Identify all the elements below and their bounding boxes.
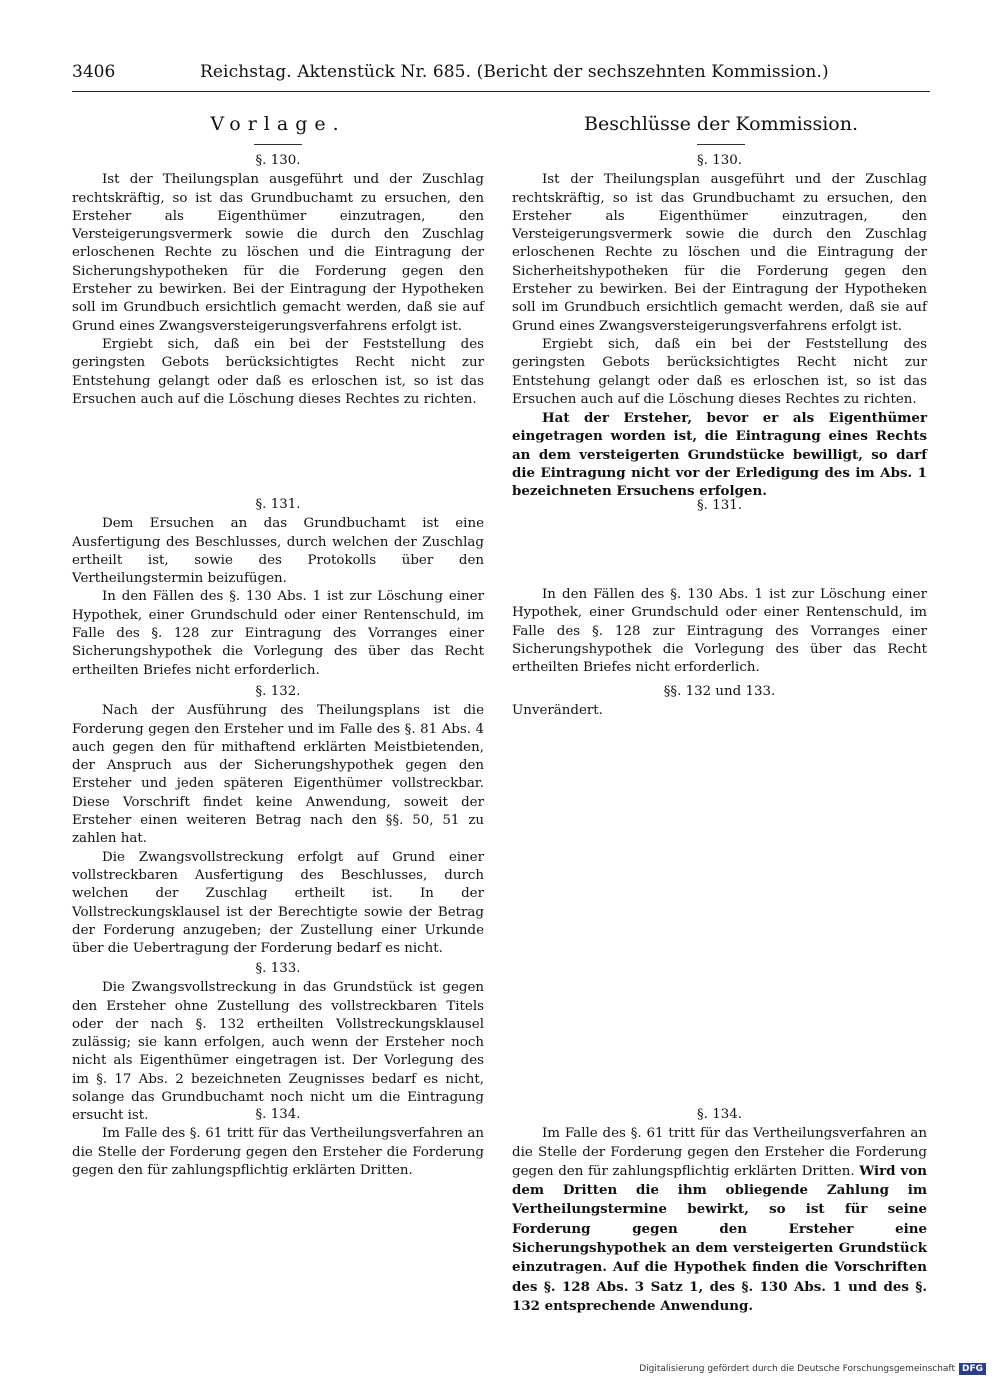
paragraph: In den Fällen des §. 130 Abs. 1 ist zur Löschung einer Hypothek, einer Grundschuld oder einer Rentenschuld, im Falle des §. 128 zur Eintragung des Vorranges einer Sicherungshypothek die Vorlegung des über das Recht ertheilten Briefes nicht erforderlich. bbox=[512, 587, 927, 676]
right-section-131-number bbox=[512, 497, 927, 516]
paragraph: Ergiebt sich, daß ein bei der Feststellung des geringsten Gebots berücksichtigtes Recht nicht zur Entstehung gelangt oder daß es erloschen ist, so ist das Ersuchen auch auf die Löschung dieses Rechtes zu richten. bbox=[512, 336, 927, 407]
paragraph: Im Falle des §. 61 tritt für das Vertheilungsverfahren an die Stelle der Forderung gegen den Ersteher die Forderung gegen den für zahlungspflichtig erklärten Dritten. bbox=[72, 1126, 484, 1178]
running-head bbox=[72, 62, 930, 88]
section-number: §. 130. bbox=[696, 153, 743, 168]
right-section-134 bbox=[512, 1106, 927, 1316]
paragraph: Die Zwangsvollstreckung erfolgt auf Grund einer vollstreckbaren Ausfertigung des Beschlusses, durch welchen der Zuschlag ertheilt ist. In der Vollstreckungsklausel ist der Berechtigte sowie der Betrag der Forderung anzugeben; der Zustellung einer Urkunde über die Uebertragung der Forderung bedarf es nicht. bbox=[72, 849, 484, 957]
left-section-131 bbox=[72, 496, 484, 680]
footer-text: Digitalisierung gefördert durch die Deutsche Forschungsgemeinschaft bbox=[639, 1364, 955, 1374]
running-title: Reichstag. Aktenstück Nr. 685. (Bericht der sechszehnten Kommission.) bbox=[200, 62, 829, 82]
left-section-133 bbox=[72, 960, 484, 1126]
dfg-logo-icon: DFG bbox=[959, 1363, 986, 1375]
right-section-131 bbox=[512, 586, 927, 677]
section-number: §. 134. bbox=[696, 1107, 743, 1122]
paragraph: Nach der Ausführung des Theilungsplans ist die Forderung gegen den Ersteher und im Falle des §. 81 Abs. 4 auch gegen den für mithaftend erklärten Meistbietenden, der Anspruch aus der Sicherungshypothek gegen den Ersteher und jeden späteren Eigenthümer vollstreckbar. Diese Vorschrift findet keine Anwendung, soweit der Ersteher einen weiteren Betrag nach den §§. 50, 51 zu zahlen hat. bbox=[72, 703, 484, 847]
amended-paragraph: Hat der Ersteher, bevor er als Eigenthümer eingetragen worden ist, die Eintragung eines Rechts an dem versteigerten Grundstücke bewilligt, so darf die Eintragung nicht vor der Erledigung des im Abs. 1 bezeichneten Ersuchens erfolgen. bbox=[512, 410, 927, 500]
left-section-132 bbox=[72, 683, 484, 958]
paragraph: Die Zwangsvollstreckung in das Grundstück ist gegen den Ersteher ohne Zustellung des vollstreckbaren Titels oder der nach §. 132 ertheilten Vollstreckungsklausel zulässig; sie kann erfolgen, auch wenn der Ersteher noch nicht als Eigenthümer eingetragen ist. Der Vorlegung des im §. 17 Abs. 2 bezeichneten Zeugnisses bedarf es nicht, solange das Grundbuchamt noch nicht um die Eintragung ersucht ist. bbox=[72, 980, 484, 1124]
paragraph: Ist der Theilungsplan ausgeführt und der Zuschlag rechtskräftig, so ist das Grundbuchamt zu ersuchen, den Ersteher als Eigenthümer einzutragen, den Versteigerungsvermerk sowie die durch den Zuschlag erloschenen Rechte zu löschen und die Eintragung der Sicherheitshypotheken für die Forderung gegen den Ersteher zu bewirken. Bei der Eintragung der Hypotheken soll im Grundbuch ersichtlich gemacht werden, daß sie auf Grund eines Zwangsversteigerungsverfahrens erfolgt ist. bbox=[512, 172, 927, 334]
paragraph: Dem Ersuchen an das Grundbuchamt ist eine Ausfertigung des Beschlusses, durch welchen der Zuschlag ertheilt ist, sowie des Protokolls über den Vertheilungstermin beizufügen. bbox=[72, 516, 484, 587]
left-column-title: Vorlage. bbox=[210, 113, 346, 135]
paragraph bbox=[512, 1125, 927, 1316]
left-title-rule bbox=[254, 144, 302, 145]
right-section-132-133 bbox=[512, 683, 927, 721]
page-number: 3406 bbox=[72, 62, 116, 82]
paragraph: Ist der Theilungsplan ausgeführt und der Zuschlag rechtskräftig, so ist das Grundbuchamt zu ersuchen, den Ersteher als Eigenthümer einzutragen, den Versteigerungsvermerk sowie die durch den Zuschlag erloschenen Rechte zu löschen und die Eintragung der Sicherungshypotheken für die Forderung gegen den Ersteher zu bewirken. Bei der Eintragung der Hypotheken soll im Grundbuch ersichtlich gemacht werden, daß sie auf Grund eines Zwangsversteigerungsverfahrens erfolgt ist. bbox=[72, 172, 484, 334]
left-section-134 bbox=[72, 1106, 484, 1180]
right-title-rule bbox=[697, 144, 745, 145]
section-number: §. 134. bbox=[255, 1107, 301, 1122]
paragraph: Ergiebt sich, daß ein bei der Feststellung des geringsten Gebots berücksichtigtes Recht nicht zur Entstehung gelangt oder daß es erloschen ist, so ist das Ersuchen auch auf die Löschung dieses Rechtes zu richten. bbox=[72, 336, 484, 407]
section-number: §. 130. bbox=[255, 153, 301, 168]
right-column-title: Beschlüsse der Kommission. bbox=[584, 113, 858, 135]
section-number: §. 131. bbox=[255, 497, 301, 512]
section-number: §. 131. bbox=[696, 498, 743, 513]
amended-text: Wird von dem Dritten die ihm obliegende Zahlung im Vertheilungstermine bewirkt, so ist für seine Forderung gegen den Ersteher eine Sicherungshypothek an dem versteigerten Grundstück einzutragen. Auf die Hypothek finden die Vorschriften des §. 128 Abs. 3 Satz 1, des §. 130 Abs. 1 und des §. 132 entsprechende Anwendung. bbox=[512, 1162, 927, 1314]
right-section-130 bbox=[512, 152, 927, 501]
paragraph-text: Im Falle des §. 61 tritt für das Vertheilungsverfahren an die Stelle der Forderung gegen den Ersteher die Forderung gegen den für zahlungspflichtig erklärten Dritten. bbox=[512, 1126, 927, 1179]
header-rule bbox=[72, 91, 930, 92]
paragraph: In den Fällen des §. 130 Abs. 1 ist zur Löschung einer Hypothek, einer Grundschuld oder einer Rentenschuld, im Falle des §. 128 zur Eintragung des Vorranges einer Sicherungshypothek die Vorlegung des über das Recht ertheilten Briefes nicht erforderlich. bbox=[72, 589, 484, 678]
paragraph: Unverändert. bbox=[512, 703, 603, 719]
section-number: §§. 132 und 133. bbox=[663, 684, 776, 699]
section-number: §. 133. bbox=[255, 961, 301, 976]
digitization-footer bbox=[639, 1360, 986, 1378]
section-number: §. 132. bbox=[255, 684, 301, 699]
left-section-130 bbox=[72, 152, 484, 409]
